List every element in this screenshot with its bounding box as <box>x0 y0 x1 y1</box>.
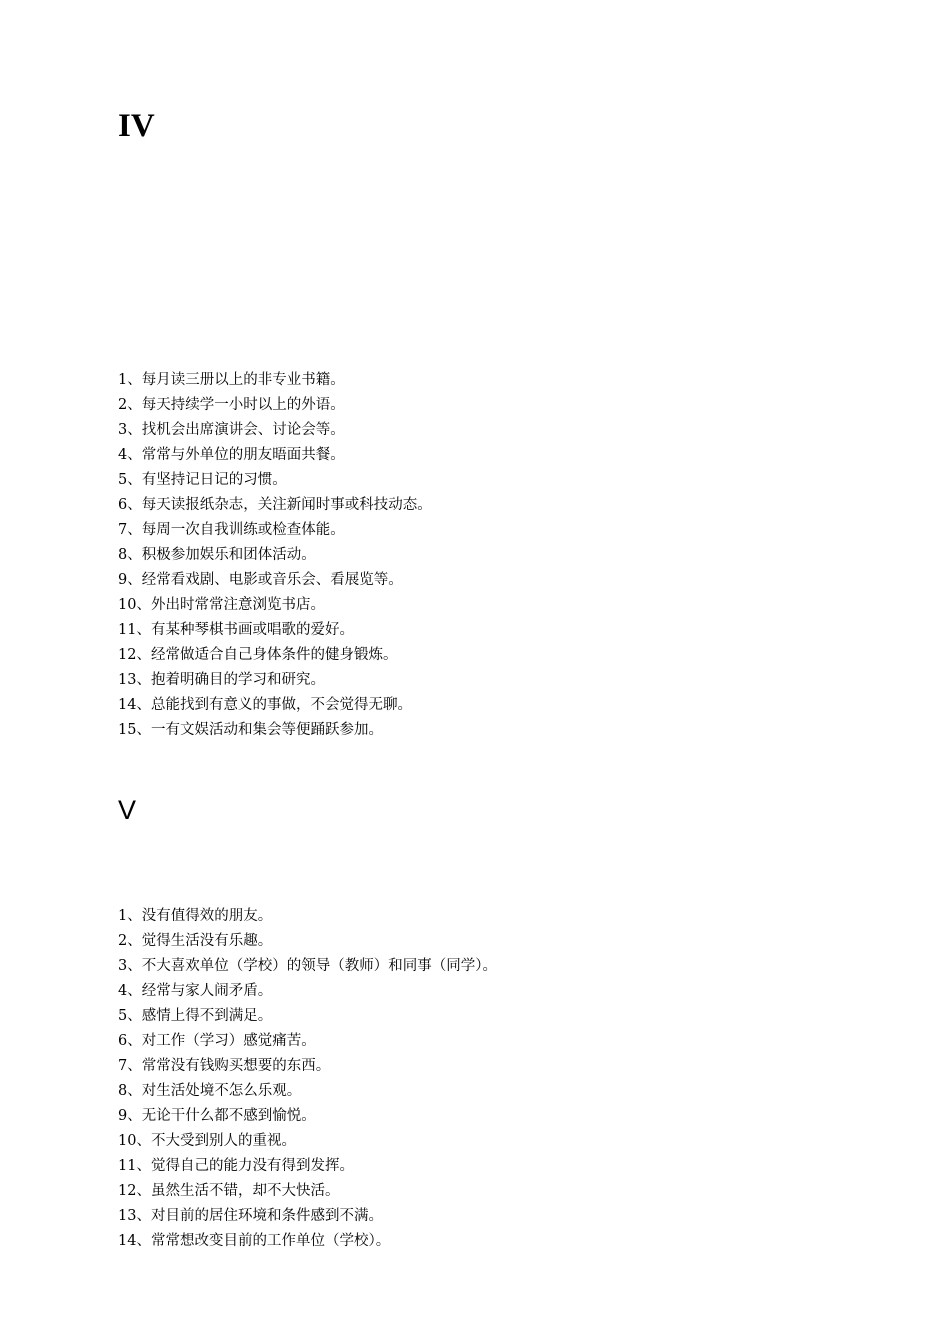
list-item: 14、常常想改变目前的工作单位（学校）。 <box>118 1233 391 1249</box>
list-item: 11、觉得自己的能力没有得到发挥。 <box>118 1158 354 1174</box>
list-item: 9、经常看戏剧、电影或音乐会、看展览等。 <box>118 572 403 588</box>
list-item: 2、每天持续学一小时以上的外语。 <box>118 397 345 413</box>
list-item: 12、经常做适合自己身体条件的健身锻炼。 <box>118 647 398 663</box>
list-item: 6、对工作（学习）感觉痛苦。 <box>118 1033 316 1049</box>
list-item: 3、找机会出席演讲会、讨论会等。 <box>118 422 345 438</box>
list-item: 7、常常没有钱购买想要的东西。 <box>118 1058 331 1074</box>
list-item: 6、每天读报纸杂志，关注新闻时事或科技动态。 <box>118 497 432 513</box>
list-item: 15、一有文娱活动和集会等便踊跃参加。 <box>118 722 383 738</box>
list-item: 7、每周一次自我训练或检查体能。 <box>118 522 345 538</box>
list-item: 5、感情上得不到满足。 <box>118 1008 273 1024</box>
list-item: 14、总能找到有意义的事做，不会觉得无聊。 <box>118 697 412 713</box>
list-item: 10、外出时常常注意浏览书店。 <box>118 597 325 613</box>
list-item: 8、积极参加娱乐和团体活动。 <box>118 547 316 563</box>
list-item: 11、有某种琴棋书画或唱歌的爱好。 <box>118 622 354 638</box>
list-item: 8、对生活处境不怎么乐观。 <box>118 1083 302 1099</box>
list-item: 12、虽然生活不错，却不大快活。 <box>118 1183 340 1199</box>
list-item: 4、常常与外单位的朋友晤面共餐。 <box>118 447 345 463</box>
section-v-list <box>118 904 838 1254</box>
list-item: 1、没有值得效的朋友。 <box>118 908 273 924</box>
list-item: 2、觉得生活没有乐趣。 <box>118 933 273 949</box>
list-item: 9、无论干什么都不感到愉悦。 <box>118 1108 316 1124</box>
section-heading-iv: IV <box>118 108 155 144</box>
list-item: 13、抱着明确目的学习和研究。 <box>118 672 325 688</box>
list-item: 10、不大受到别人的重视。 <box>118 1133 296 1149</box>
section-heading-v: V <box>118 795 137 825</box>
list-item: 3、不大喜欢单位（学校）的领导（教师）和同事（同学）。 <box>118 958 497 974</box>
list-item: 5、有坚持记日记的习惯。 <box>118 472 287 488</box>
list-item: 13、对目前的居住环境和条件感到不满。 <box>118 1208 383 1224</box>
section-iv-list <box>118 368 838 743</box>
list-item: 4、经常与家人闹矛盾。 <box>118 983 273 999</box>
list-item: 1、每月读三册以上的非专业书籍。 <box>118 372 345 388</box>
